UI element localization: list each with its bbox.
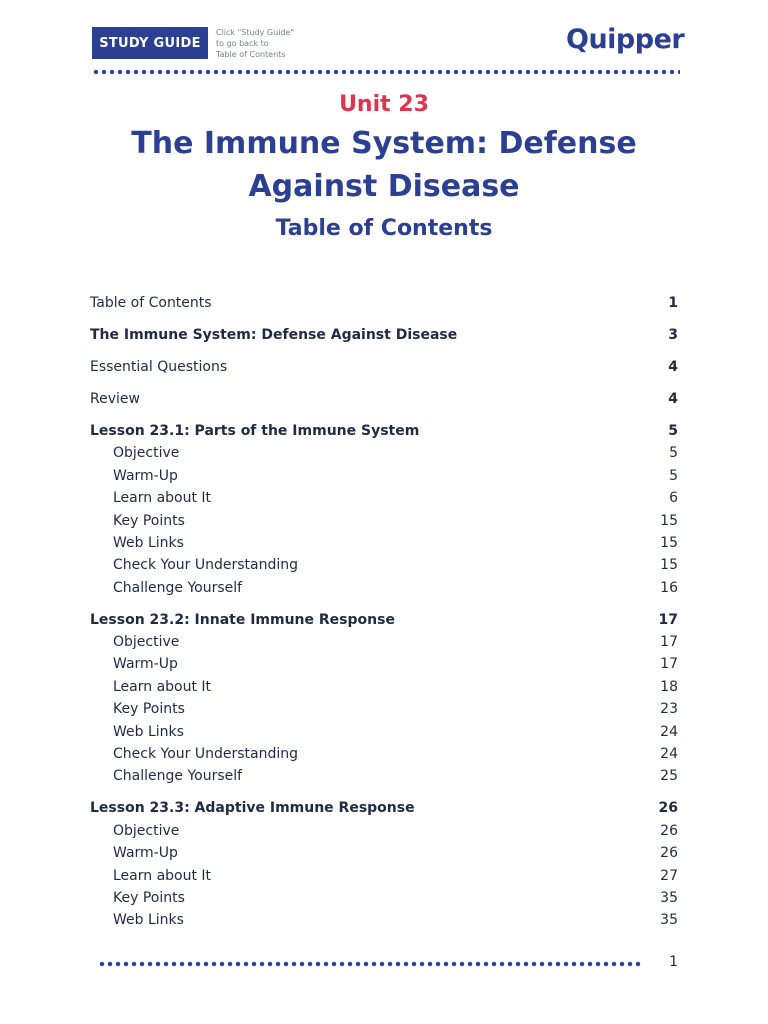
toc-entry-label: Lesson 23.3: Adaptive Immune Response — [90, 800, 415, 817]
toc-entry-page: 15 — [660, 512, 678, 529]
toc-entry[interactable] — [90, 609, 678, 631]
page-title: The Immune System: Defense Against Disease — [131, 126, 637, 204]
toc-entry-label: Challenge Yourself — [113, 768, 243, 785]
toc-entry-label: Web Links — [113, 534, 184, 551]
toc-entry-label: Key Points — [113, 701, 185, 718]
toc-subentry[interactable] — [90, 487, 678, 509]
toc-subentry[interactable] — [90, 676, 678, 698]
toc-entry-page: 4 — [668, 358, 678, 375]
toc-entry-page: 18 — [660, 678, 678, 695]
toc-entry-label: Check Your Understanding — [113, 746, 299, 762]
quipper-logo: Quipper — [566, 24, 685, 55]
toc-entry-page: 26 — [658, 800, 678, 817]
toc-entry-page: 1 — [668, 295, 678, 311]
toc-subentry[interactable] — [90, 842, 678, 864]
toc-entry-page: 27 — [660, 867, 678, 884]
note-line: Table of Contents — [216, 50, 286, 59]
toc-entry[interactable] — [90, 292, 678, 314]
bottom-dotted-divider — [98, 961, 642, 967]
toc-entry-label: Objective — [113, 445, 180, 462]
toc-entry-label: Learn about It — [113, 490, 212, 507]
toc-subentry[interactable] — [90, 820, 678, 842]
toc-entry-page: 17 — [660, 634, 678, 651]
toc-entry-page: 16 — [660, 579, 678, 596]
study-guide-note — [216, 27, 336, 60]
toc-subentry[interactable] — [90, 743, 678, 765]
toc-entry-page: 17 — [658, 611, 678, 628]
toc-entry-page: 5 — [668, 422, 678, 439]
toc-entry-page: 23 — [660, 701, 678, 718]
note-line: Click "Study Guide" — [216, 28, 295, 37]
toc-subentry[interactable] — [90, 765, 678, 787]
toc-entry-label: Warm-Up — [113, 656, 178, 673]
toc-subentry[interactable] — [90, 631, 678, 653]
toc-entry-label: Web Links — [113, 723, 184, 740]
toc-subentry[interactable] — [90, 532, 678, 554]
page-number: 1 — [669, 954, 678, 970]
toc-subentry[interactable] — [90, 442, 678, 464]
top-dotted-divider — [92, 69, 680, 75]
toc-entry[interactable] — [90, 420, 678, 442]
toc-entry-page: 24 — [660, 723, 678, 740]
toc-entry-label: Review — [90, 390, 140, 407]
toc-entry-page: 35 — [660, 912, 678, 929]
toc-subentry[interactable] — [90, 554, 678, 576]
toc-entry-label: Learn about It — [113, 678, 212, 695]
toc-entry-label: The Immune System: Defense Against Disease — [90, 326, 458, 343]
toc-entry-label: Objective — [113, 822, 180, 839]
toc-entry-label: Key Points — [113, 512, 185, 529]
toc-entry-page: 24 — [660, 746, 678, 762]
toc-subentry[interactable] — [90, 465, 678, 487]
toc-entry[interactable] — [90, 356, 678, 378]
toc-entry-page: 6 — [669, 490, 678, 507]
page-header — [0, 0, 768, 76]
toc-subentry[interactable] — [90, 909, 678, 931]
unit-label: Unit 23 — [339, 92, 429, 117]
toc-subentry[interactable] — [90, 887, 678, 909]
toc-entry-label: Key Points — [113, 889, 185, 906]
toc-subentry[interactable] — [90, 510, 678, 532]
toc-entry-label: Lesson 23.1: Parts of the Immune System — [90, 422, 420, 439]
toc-entry-label: Objective — [113, 634, 180, 651]
toc-entry-label: Lesson 23.2: Innate Immune Response — [90, 611, 395, 628]
toc-heading: Table of Contents — [275, 216, 493, 241]
toc-entry-page: 5 — [669, 467, 678, 484]
toc-entry-label: Challenge Yourself — [113, 579, 243, 596]
toc-entry-page: 26 — [660, 845, 678, 862]
note-line: to go back to — [216, 39, 269, 48]
toc-entry-label: Warm-Up — [113, 467, 178, 484]
toc-entry-page: 4 — [668, 390, 678, 407]
toc-entry-page: 15 — [660, 557, 678, 574]
toc-entry-page: 35 — [660, 889, 678, 906]
toc-entry[interactable] — [90, 388, 678, 410]
toc-entry-label: Table of Contents — [90, 295, 212, 311]
toc-subentry[interactable] — [90, 698, 678, 720]
toc-subentry[interactable] — [90, 577, 678, 599]
toc-entry-label: Essential Questions — [90, 358, 228, 375]
table-of-contents — [90, 292, 678, 932]
toc-subentry[interactable] — [90, 865, 678, 887]
toc-entry-page: 26 — [660, 822, 678, 839]
toc-subentry[interactable] — [90, 721, 678, 743]
toc-entry-page: 15 — [660, 534, 678, 551]
toc-entry-label: Learn about It — [113, 867, 212, 884]
toc-entry-label: Warm-Up — [113, 845, 178, 862]
toc-entry-page: 3 — [668, 326, 678, 343]
toc-entry-page: 25 — [660, 768, 678, 785]
toc-entry-label: Web Links — [113, 912, 184, 929]
toc-entry-page: 5 — [669, 445, 678, 462]
toc-entry[interactable] — [90, 324, 678, 346]
toc-entry-label: Check Your Understanding — [113, 557, 299, 574]
study-guide-button[interactable]: STUDY GUIDE — [92, 27, 208, 59]
toc-entry-page: 17 — [660, 656, 678, 673]
toc-subentry[interactable] — [90, 653, 678, 675]
toc-entry[interactable] — [90, 797, 678, 819]
